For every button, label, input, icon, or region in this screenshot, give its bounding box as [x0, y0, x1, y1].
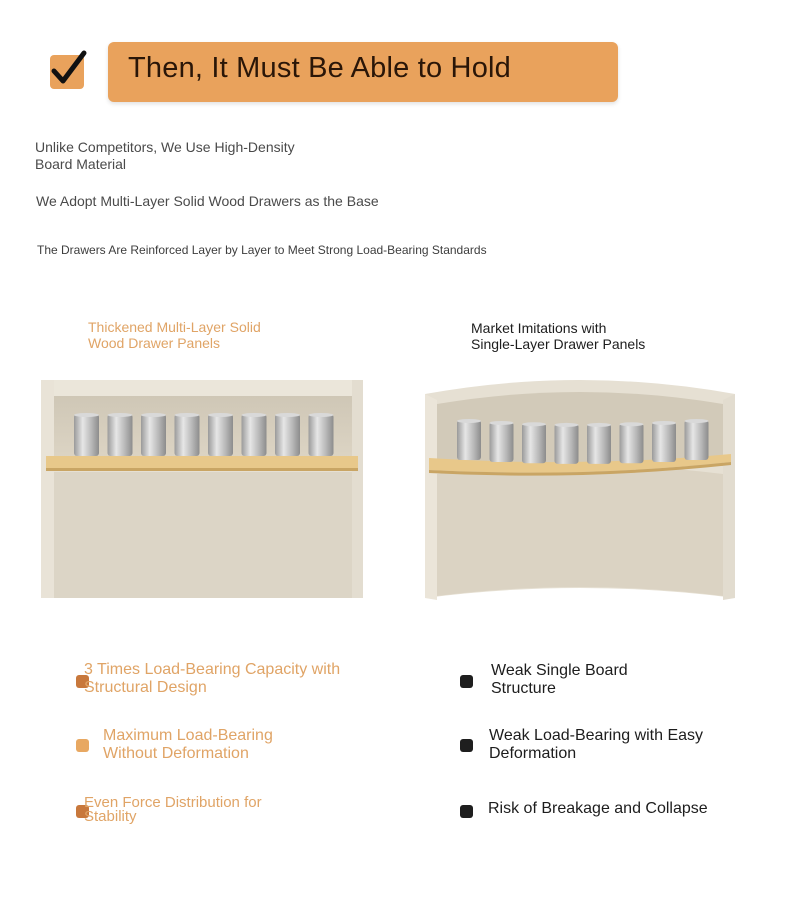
can-lid	[208, 413, 233, 417]
can-lid	[587, 423, 611, 427]
theirs-feature-1	[460, 662, 750, 702]
ours-feature-2-line-2: Without Deformation	[103, 745, 249, 762]
can-lid	[652, 421, 676, 425]
ours-feature-3	[76, 796, 376, 832]
ours-feature-1-line-2: Structural Design	[84, 679, 207, 696]
can-icon	[208, 414, 233, 456]
ours-feature-2-line-1: Maximum Load-Bearing	[103, 727, 273, 744]
can-lid	[141, 413, 166, 417]
ours-feature-3-line-2: Stability	[84, 808, 137, 825]
can-lid	[490, 421, 514, 425]
checkbox-icon	[50, 55, 84, 89]
intro-text-3: The Drawers Are Reinforced Layer by Layer to Meet Strong Load-Bearing Standards	[37, 243, 487, 257]
bullet-icon	[76, 739, 89, 752]
bullet-icon	[460, 739, 473, 752]
can-icon	[141, 414, 166, 456]
can-icon	[175, 414, 200, 456]
can-icon	[620, 423, 644, 463]
theirs-feature-1-line-2: Structure	[491, 680, 556, 697]
can-lid	[74, 413, 99, 417]
can-lid	[175, 413, 200, 417]
can-lid	[555, 423, 579, 427]
can-lid	[108, 413, 133, 417]
ours-heading	[88, 319, 261, 351]
page-title: Then, It Must Be Able to Hold	[128, 52, 511, 84]
ours-feature-3-line-1: Even Force Distribution for	[84, 794, 262, 811]
ours-feature-3-text	[84, 796, 262, 824]
can-lid	[522, 422, 546, 426]
can-icon	[242, 414, 267, 456]
theirs-feature-2-line-2: Deformation	[489, 745, 577, 762]
intro-line-1: Unlike Competitors, We Use High-Density	[35, 139, 295, 155]
can-icon	[309, 414, 334, 456]
can-icon	[490, 422, 514, 462]
ours-feature-1-line-1: 3 Times Load-Bearing Capacity with	[84, 661, 341, 678]
intro-text-1	[35, 139, 295, 173]
can-lid	[620, 422, 644, 426]
can-lid	[457, 419, 481, 423]
can-icon	[522, 423, 546, 463]
theirs-heading	[471, 320, 645, 352]
can-icon	[74, 414, 99, 456]
theirs-heading-line-2: Single-Layer Drawer Panels	[471, 336, 646, 352]
ours-feature-1	[76, 660, 376, 704]
can-icon	[108, 414, 133, 456]
can-lid	[275, 413, 300, 417]
can-lid	[242, 413, 267, 417]
theirs-heading-line-1: Market Imitations with	[471, 320, 607, 336]
can-icon	[555, 424, 579, 464]
ours-feature-1-text	[84, 661, 340, 697]
can-icon	[275, 414, 300, 456]
ours-feature-2-text	[103, 727, 273, 763]
can-icon	[652, 422, 676, 462]
ours-feature-2	[76, 727, 376, 771]
solid-wood-drawer-image	[38, 376, 368, 602]
can-icon	[685, 420, 709, 460]
theirs-feature-2	[460, 727, 750, 767]
check-mark-icon	[48, 47, 88, 91]
intro-text-2: We Adopt Multi-Layer Solid Wood Drawers as the Base	[36, 193, 379, 209]
can-icon	[587, 424, 611, 464]
theirs-feature-3-text: Risk of Breakage and Collapse	[488, 800, 708, 817]
title-banner	[108, 42, 618, 102]
bullet-icon	[460, 805, 473, 818]
theirs-feature-1-line-1: Weak Single Board	[491, 662, 628, 679]
theirs-feature-2-text	[489, 727, 703, 763]
bullet-icon	[460, 675, 473, 688]
ours-heading-line-1: Thickened Multi-Layer Solid	[88, 319, 261, 335]
ours-heading-line-2: Wood Drawer Panels	[88, 335, 221, 351]
theirs-feature-1-text	[491, 662, 628, 698]
intro-line-1b: Board Material	[35, 156, 127, 172]
can-icon	[457, 420, 481, 460]
can-lid	[685, 419, 709, 423]
theirs-feature-2-line-1: Weak Load-Bearing with Easy	[489, 727, 704, 744]
single-layer-drawer-image	[421, 374, 739, 602]
can-lid	[309, 413, 334, 417]
theirs-feature-3	[460, 800, 760, 824]
